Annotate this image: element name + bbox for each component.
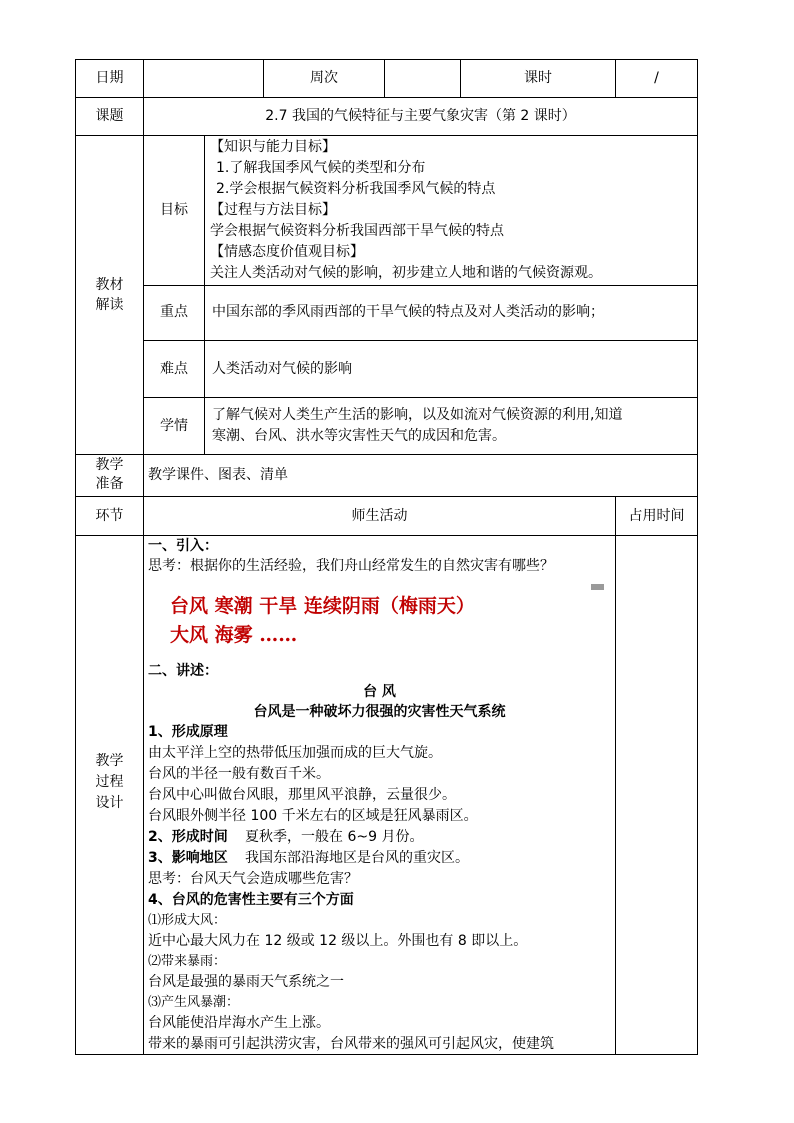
area-title: 3、影响地区 [148,850,228,866]
time-title: 2、形成时间 [148,829,228,845]
goals-label: 目标 [160,202,188,218]
formation-line: 台风中心叫做台风眼，那里风平浪静，云量很少。 [148,787,456,803]
hazard-question: 思考：台风天气会造成哪些危害？ [148,871,358,887]
hazard-item-text: 台风是最强的暴雨天气系统之一 [148,974,344,990]
goal-line: 【情感态度价值观目标】 [210,244,364,260]
design-label: 教学 [95,753,124,769]
slide-corner-icon [591,584,604,590]
hazard-item-title: ⑶产生风暴潮： [148,995,240,1010]
goal-line: 【过程与方法目标】 [210,202,336,218]
period-value: / [654,70,659,86]
table-line [143,340,698,341]
table-line [75,97,698,98]
typhoon-subtitle: 台风是一种破坏力很强的灾害性天气系统 [253,704,506,720]
time-value: 夏秋季，一般在 6~9 月份。 [245,829,424,845]
goal-line: 关注人类活动对气候的影响，初步建立人地和谐的气候资源观。 [210,265,602,281]
topic-value: 2.7 我国的气候特征与主要气象灾害（第 2 课时） [265,108,576,124]
hazard-item-title: ⑵带来暴雨： [148,954,227,969]
prep-label: 准备 [95,476,124,492]
formation-line: 台风眼外侧半径 100 千米左右的区域是狂风暴雨区。 [148,808,478,824]
topic-label: 课题 [95,108,124,124]
date-label: 日期 [95,70,124,86]
design-label: 设计 [95,795,124,811]
table-line [75,59,698,60]
prep-text: 教学课件、图表、清单 [148,467,288,483]
table-line [204,135,205,454]
formation-line: 由太平洋上空的热带低压加强而成的巨大气旋。 [148,745,442,761]
table-line [75,496,698,497]
formation-title: 1、形成原理 [148,724,228,740]
material-label: 教材 [95,277,124,293]
design-label: 过程 [95,774,124,790]
stage-header: 环节 [95,508,124,524]
table-line [75,535,698,536]
goal-line: 2.学会根据气候资料分析我国季风气候的特点 [216,181,496,197]
learner-label: 学情 [160,418,188,434]
table-line [75,135,698,136]
table-line [697,59,698,1055]
difficulty-label: 难点 [160,361,188,377]
hazard-item-text: 近中心最大风力在 12 级或 12 级以上。外围也有 8 即以上。 [148,933,528,949]
period-label: 课时 [524,70,552,86]
goal-line: 【知识与能力目标】 [210,139,336,155]
goal-line: 学会根据气候资料分析我国西部干旱气候的特点 [210,223,504,239]
table-line [75,454,698,455]
learner-line: 了解气候对人类生产生活的影响，以及如流对气候资源的利用,知道 [212,407,623,423]
table-line [75,1054,698,1055]
disaster-list: 大风 海雾 …… [170,624,298,646]
area-value: 我国东部沿海地区是台风的重灾区。 [245,850,469,866]
hazard-item-title: ⑴形成大风： [148,913,227,928]
activity-header: 师生活动 [351,508,408,524]
learner-line: 寒潮、台风、洪水等灾害性天气的成因和危害。 [212,428,506,444]
intro-question: 思考：根据你的生活经验，我们舟山经常发生的自然灾害有哪些？ [148,558,554,574]
table-line [75,59,76,1055]
formation-line: 台风的半径一般有数百千米。 [148,766,330,782]
key-point-text: 中国东部的季风雨西部的干旱气候的特点及对人类活动的影响； [212,304,604,320]
table-line [615,496,616,1055]
goal-line: 1.了解我国季风气候的类型和分布 [216,160,426,176]
hazard-last-line: 带来的暴雨可引起洪涝灾害，台风带来的强风可引起风灾，使建筑 [148,1036,554,1052]
table-line [143,285,698,286]
typhoon-title: 台 风 [363,684,396,700]
disaster-list: 台风 寒潮 干旱 连续阴雨（梅雨天） [170,595,475,617]
table-line [384,59,385,97]
hazard-item-text: 台风能使沿岸海水产生上涨。 [148,1015,330,1031]
prep-label: 教学 [95,457,124,473]
week-label: 周次 [310,70,338,86]
material-label: 解读 [95,297,124,313]
key-point-label: 重点 [160,304,188,320]
table-line [143,397,698,398]
difficulty-text: 人类活动对气候的影响 [212,361,352,377]
hazard-title: 4、台风的危害性主要有三个方面 [148,892,354,908]
narrate-title: 二、讲述： [148,663,218,679]
time-header: 占用时间 [628,508,685,524]
intro-title: 一、引入： [148,538,218,554]
